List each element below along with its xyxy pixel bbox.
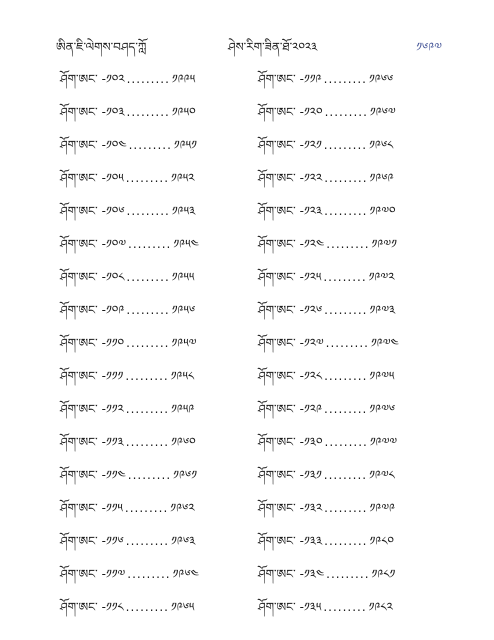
toc-entry-label: ཤོག་ཨང་: [60, 105, 98, 119]
header-subtitle: ཤེས་རིག་ཟིན་ཐོ་༢༠༢༣: [228, 40, 318, 54]
toc-leader-dots: .........: [326, 237, 370, 251]
toc-leader-dots: .........: [323, 600, 367, 614]
toc-row: [258, 169, 434, 202]
toc-entry-label: ཤོག་ཨང་: [258, 270, 296, 284]
toc-entry-number: -༡༡༦: [101, 534, 124, 548]
toc-entry-page: ༡༩༧༡: [371, 237, 397, 251]
toc-entry-page: ༡༩༥༠: [171, 105, 196, 119]
toc-row: [60, 70, 236, 103]
toc-row: [258, 334, 434, 367]
toc-entry-page: ༡༩༥༣: [171, 204, 196, 218]
toc-leader-dots: .........: [125, 402, 170, 416]
toc-entry-page: ༡༩༦༧: [369, 105, 396, 119]
toc-entry-page: ༡༩༥༥: [171, 270, 195, 284]
header-page-number: ༡༦༩༧: [416, 40, 442, 54]
toc-entry-number: -༡༡༡: [101, 369, 124, 383]
toc-leader-dots: .........: [126, 303, 170, 317]
toc-entry-page: ༡༩༦༣: [171, 534, 196, 548]
toc-row: [258, 301, 434, 334]
toc-entry-number: -༡༡༢: [101, 402, 124, 416]
toc-row: [258, 202, 434, 235]
toc-entry-label: ཤོག་ཨང་: [258, 468, 296, 482]
page-header: [56, 34, 442, 58]
toc-entry-label: ཤོག་ཨང་: [60, 369, 98, 383]
toc-leader-dots: .........: [324, 303, 368, 317]
toc-entry-page: ༡༩༨༡: [371, 567, 396, 581]
toc-entry-number: -༡༢༩: [299, 402, 323, 416]
toc-leader-dots: .........: [125, 534, 170, 548]
toc-row: [258, 433, 434, 466]
toc-entry-page: ༡༩༦༠: [171, 435, 196, 449]
toc-entry-number: -༡༠༧: [101, 237, 127, 251]
toc-leader-dots: .........: [126, 204, 170, 218]
toc-entry-label: ཤོག་ཨང་: [60, 402, 98, 416]
toc-entry-label: ཤོག་ཨང་: [258, 303, 296, 317]
toc-leader-dots: .........: [324, 501, 368, 515]
toc-entry-number: -༡༡༠: [101, 336, 125, 350]
toc-entry-page: ༡༩༦༥: [170, 600, 195, 614]
toc-entry-number: -༡༢༨: [299, 369, 323, 383]
toc-leader-dots: .........: [324, 534, 368, 548]
toc-entry-number: -༡༡༣: [101, 435, 124, 449]
toc-entry-number: -༡༠༩: [101, 303, 125, 317]
toc-entry-page: ༡༩༥༩: [171, 402, 195, 416]
toc-leader-dots: .........: [325, 336, 369, 350]
toc-entry-label: ཤོག་ཨང་: [258, 237, 296, 251]
toc-entry-number: -༡༢༡: [299, 138, 322, 152]
toc-leader-dots: .........: [324, 204, 368, 218]
toc-entry-label: ཤོག་ཨང་: [258, 402, 296, 416]
toc-leader-dots: .........: [125, 171, 170, 185]
toc-leader-dots: .........: [323, 270, 367, 284]
toc-entry-label: ཤོག་ཨང་: [60, 336, 98, 350]
toc-entry-label: ཤོག་ཨང་: [258, 204, 296, 218]
toc-entry-label: ཤོག་ཨང་: [60, 567, 98, 581]
toc-entry-page: ༡༩༦༡: [173, 468, 198, 482]
toc-entry-number: -༡༡༩: [299, 72, 322, 86]
toc-leader-dots: .........: [324, 369, 368, 383]
toc-entry-number: -༡༢༤: [299, 237, 325, 251]
toc-row: [60, 433, 236, 466]
toc-entry-label: ཤོག་ཨང་: [258, 600, 296, 614]
toc-entry-page: ༡༩༥༦: [171, 303, 196, 317]
toc-entry-label: ཤོག་ཨང་: [258, 171, 296, 185]
toc-row: [258, 136, 434, 169]
toc-leader-dots: .........: [127, 468, 172, 482]
toc-entry-number: -༡༠༨: [101, 270, 125, 284]
toc-row: [258, 268, 434, 301]
toc-entry-label: ཤོག་ཨང་: [60, 435, 98, 449]
toc-row: [258, 400, 434, 433]
toc-entry-page: ༡༩༥༢: [171, 171, 195, 185]
toc-entry-page: ༡༩༧༩: [369, 501, 396, 515]
toc-row: [60, 268, 236, 301]
toc-row: [258, 499, 434, 532]
toc-row: [258, 532, 434, 565]
toc-entry-page: ༡༩༨༢: [368, 600, 393, 614]
toc-row: [258, 103, 434, 136]
toc-column-left: [60, 70, 236, 631]
toc-entry-label: ཤོག་ཨང་: [258, 369, 296, 383]
toc-leader-dots: .........: [323, 138, 368, 152]
toc-entry-number: -༡༡༥: [101, 501, 123, 515]
toc-entry-number: -༡༣༥: [299, 600, 322, 614]
toc-entry-label: ཤོག་ཨང་: [258, 336, 296, 350]
toc-row: [60, 598, 236, 631]
toc-leader-dots: .........: [326, 567, 370, 581]
toc-row: [60, 400, 236, 433]
toc-entry-number: -༡༡༧: [101, 567, 126, 581]
toc-leader-dots: .........: [124, 501, 169, 515]
toc-entry-number: -༡༣༢: [299, 501, 323, 515]
toc-entry-number: -༡༡༤: [101, 468, 126, 482]
toc-leader-dots: .........: [128, 138, 172, 152]
toc-entry-number: -༡༣༤: [299, 567, 325, 581]
toc-entry-page: ༡༩༦༩: [369, 171, 394, 185]
toc-leader-dots: .........: [128, 237, 172, 251]
toc-leader-dots: .........: [323, 72, 367, 86]
toc-row: [60, 499, 236, 532]
toc-row: [60, 202, 236, 235]
toc-entry-label: ཤོག་ཨང་: [60, 171, 98, 185]
toc-entry-number: -༡༢༦: [299, 303, 323, 317]
toc-leader-dots: .........: [127, 567, 171, 581]
toc-entry-number: -༡༢༥: [299, 270, 322, 284]
toc-entry-page: ༡༩༧༣: [369, 303, 396, 317]
toc-row: [258, 598, 434, 631]
toc-entry-page: ༡༩༧༧: [369, 435, 398, 449]
toc-leader-dots: .........: [324, 171, 368, 185]
toc-entry-page: ༡༩༨༠: [369, 534, 395, 548]
toc-entry-number: -༡༢༢: [299, 171, 323, 185]
toc-entry-label: ཤོག་ཨང་: [258, 105, 296, 119]
toc-row: [60, 235, 236, 268]
toc-entry-page: ༡༩༧༨: [369, 468, 395, 482]
toc-entry-number: -༡༣༡: [299, 468, 322, 482]
toc-leader-dots: .........: [125, 369, 169, 383]
toc-entry-label: ཤོག་ཨང་: [60, 72, 98, 86]
toc-entry-number: -༡༣༠: [299, 435, 323, 449]
toc-leader-dots: .........: [125, 435, 170, 449]
toc-row: [60, 301, 236, 334]
toc-leader-dots: .........: [125, 600, 169, 614]
toc-entry-label: ཤོག་ཨང་: [258, 534, 296, 548]
toc-row: [258, 466, 434, 499]
toc-entry-label: ཤོག་ཨང་: [60, 138, 98, 152]
toc-entry-page: ༡༩༧༤: [371, 336, 399, 350]
toc-entry-number: -༡༠༢: [101, 72, 125, 86]
toc-entry-label: ཤོག་ཨང་: [258, 72, 296, 86]
toc-entry-page: ༡༩༥༨: [170, 369, 195, 383]
toc-entry-label: ཤོག་ཨང་: [60, 501, 98, 515]
toc-entry-label: ཤོག་ཨང་: [258, 138, 296, 152]
toc-entry-label: ཤོག་ཨང་: [258, 435, 296, 449]
toc-entry-number: -༡༢༠: [299, 105, 323, 119]
toc-entry-label: ཤོག་ཨང་: [60, 468, 98, 482]
toc-leader-dots: .........: [126, 105, 170, 119]
toc-leader-dots: .........: [126, 270, 170, 284]
toc-entry-number: -༡༢༧: [299, 336, 324, 350]
toc-row: [60, 334, 236, 367]
toc-column-right: [258, 70, 434, 631]
toc-row: [60, 532, 236, 565]
toc-entry-page: ༡༩༧༠: [369, 204, 396, 218]
toc-entry-page: ༡༩༥༤: [173, 237, 199, 251]
toc-entry-label: ཤོག་ཨང་: [60, 534, 98, 548]
toc-row: [258, 367, 434, 400]
toc-row: [60, 466, 236, 499]
toc-entry-page: ༡༩༦༨: [369, 138, 394, 152]
toc-entry-label: ཤོག་ཨང་: [60, 600, 98, 614]
toc-entry-number: -༡༡༨: [101, 600, 124, 614]
toc-entry-number: -༡༠༤: [101, 138, 127, 152]
toc-entry-page: ༡༩༧༥: [369, 369, 395, 383]
toc-entry-page: ༡༩༧༢: [368, 270, 395, 284]
toc-row: [60, 367, 236, 400]
toc-leader-dots: .........: [324, 435, 368, 449]
toc-leader-dots: .........: [126, 336, 170, 350]
toc-row: [60, 103, 236, 136]
toc-row: [258, 565, 434, 598]
header-title: ཨིན་ཇི་ལེགས་བཤད་ཀློ: [56, 40, 147, 54]
toc-entry-number: -༡༠༣: [101, 105, 125, 119]
toc-entry-page: ༡༩༥༡: [173, 138, 197, 152]
toc-leader-dots: .........: [324, 402, 368, 416]
toc-entry-label: ཤོག་ཨང་: [60, 303, 98, 317]
toc-entry-number: -༡༣༣: [299, 534, 323, 548]
toc-row: [258, 235, 434, 268]
toc-row: [60, 565, 236, 598]
toc-entry-label: ཤོག་ཨང་: [258, 501, 296, 515]
toc-entry-label: ཤོག་ཨང་: [60, 237, 98, 251]
toc-entry-label: ཤོག་ཨང་: [60, 204, 98, 218]
toc-leader-dots: .........: [126, 72, 170, 86]
toc-leader-dots: .........: [323, 468, 368, 482]
toc-entry-page: ༡༩༥༧: [171, 336, 197, 350]
toc-row: [60, 136, 236, 169]
toc-entry-page: ༡༩༧༦: [369, 402, 396, 416]
toc-leader-dots: .........: [324, 105, 368, 119]
toc-row: [60, 169, 236, 202]
toc-row: [258, 70, 434, 103]
toc-entry-number: -༡༠༥: [101, 171, 124, 185]
toc-entry-number: -༡༠༦: [101, 204, 125, 218]
toc-entry-page: ༡༩༦༢: [170, 501, 195, 515]
toc-entry-page: ༡༩༦༤: [172, 567, 199, 581]
toc-entry-number: -༡༢༣: [299, 204, 323, 218]
toc-entry-page: ༡༩༦༦: [368, 72, 394, 86]
toc-entry-page: ༡༩༩༥: [171, 72, 196, 86]
toc-entry-label: ཤོག་ཨང་: [258, 567, 296, 581]
toc-entry-label: ཤོག་ཨང་: [60, 270, 98, 284]
